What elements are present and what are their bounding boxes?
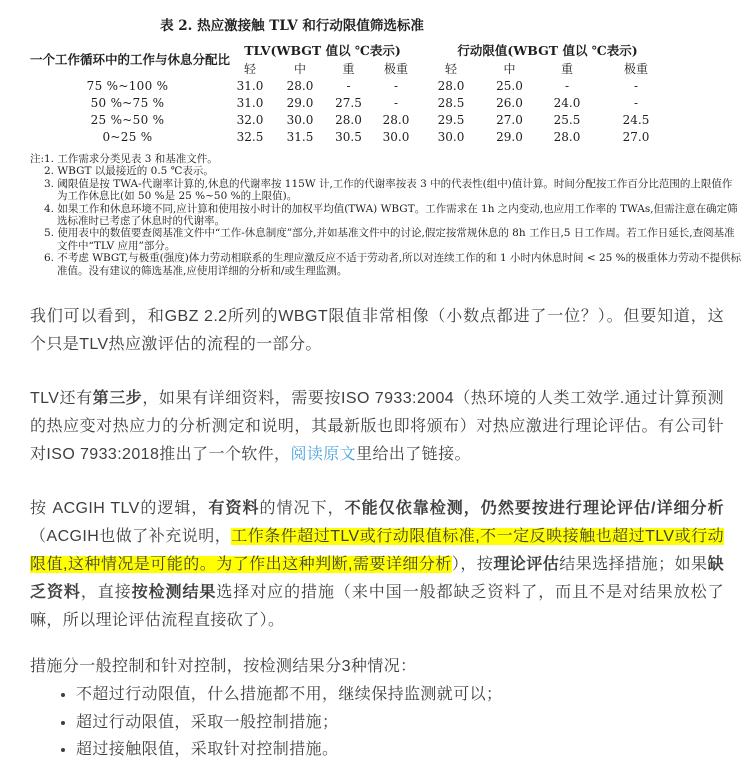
subheader-tlv-heavy: 重 bbox=[342, 62, 355, 76]
measure-item: • 不超过行动限值，什么措施都不用，继续保持监测就可以； bbox=[76, 681, 724, 709]
value-cell: - bbox=[633, 95, 639, 110]
table-row bbox=[30, 77, 675, 94]
table-note: 注: 1. 工作需求分类见表 3 和基准文件。 bbox=[30, 153, 218, 165]
bold-text-run: 第三步 bbox=[92, 390, 143, 408]
value-cell: 28.0 bbox=[382, 112, 410, 127]
subheader-tlv-veryheavy: 极重 bbox=[384, 62, 409, 76]
subheader-al-light: 轻 bbox=[445, 62, 458, 76]
value-cell: 28.5 bbox=[437, 95, 465, 110]
bold-text-run: 理论评估 bbox=[493, 556, 560, 574]
paragraph-third-step bbox=[30, 385, 724, 469]
value-cell: 26.0 bbox=[496, 95, 523, 110]
value-cell: 27.0 bbox=[496, 112, 523, 127]
value-cell: - bbox=[564, 78, 570, 93]
value-cell: - bbox=[393, 95, 399, 110]
text-run: 我们可以看到，和GBZ 2.2所列的WBGT限值非常相像（小数点都进了一位？）。但要知道，这个只是TLV热应激评估的流程的一部分。 bbox=[30, 308, 724, 354]
tlv-screening-table bbox=[30, 43, 675, 145]
value-cell: 30.0 bbox=[437, 129, 465, 144]
value-cell: 27.5 bbox=[335, 95, 362, 110]
tlv-group-header: TLV(WBGT 值以 ℃表示) bbox=[244, 43, 401, 58]
value-cell: 24.0 bbox=[553, 95, 581, 110]
work-rest-ratio-cell: 0~25 % bbox=[102, 129, 153, 144]
text-run: 选择对应的措施（来中国一般都缺乏资料了，而且不是对结果放松了嘛，所以理论评估流程直接砍了）。 bbox=[30, 584, 724, 630]
text-run: 里给出了链接。 bbox=[356, 446, 471, 464]
value-cell: 28.0 bbox=[335, 112, 362, 127]
value-cell: 31.5 bbox=[286, 129, 314, 144]
value-cell: 29.0 bbox=[496, 129, 523, 144]
text-run: 的情况下， bbox=[259, 500, 345, 518]
subheader-al-moderate: 中 bbox=[503, 62, 516, 76]
subheader-tlv-moderate: 中 bbox=[293, 62, 306, 76]
ratio-column-header: 一个工作循环中的工作与休息分配比 bbox=[30, 52, 231, 67]
value-cell: - bbox=[633, 78, 639, 93]
bold-text-run: 不能仅依靠检测，仍然要按进行理论评估/详细分析 bbox=[344, 500, 724, 518]
read-original-link[interactable]: 阅读原文 bbox=[290, 446, 357, 464]
value-cell: 25.5 bbox=[553, 112, 581, 127]
value-cell: 28.0 bbox=[286, 78, 314, 93]
work-rest-ratio-cell: 75 %~100 % bbox=[86, 78, 169, 93]
measure-item: • 超过行动限值，采取一般控制措施； bbox=[76, 709, 724, 737]
table-note: 2. WBGT 以最接近的 0.5 ℃表示。 bbox=[44, 165, 214, 178]
table-notes bbox=[30, 153, 742, 277]
tlv-table-figure bbox=[0, 0, 754, 277]
value-cell: 29.0 bbox=[286, 95, 314, 110]
subheader-al-veryheavy: 极重 bbox=[624, 62, 649, 76]
text-run: TLV还有 bbox=[30, 390, 93, 408]
value-cell: 30.0 bbox=[286, 112, 314, 127]
highlighted-text-run: 工作条件超过TLV或行动限值标准,不一定反映接触也超过TLV或行动限值,这种情况是可能的。为了作出这种判断,需要详细分析 bbox=[30, 528, 724, 574]
text-run: ），按 bbox=[451, 556, 494, 574]
action-limit-group-header: 行动限值(WBGT 值以 ℃表示) bbox=[457, 43, 638, 58]
notes-prefix: 注: bbox=[30, 153, 45, 165]
value-cell: 31.0 bbox=[236, 78, 264, 93]
value-cell: 30.0 bbox=[382, 129, 410, 144]
value-cell: 32.0 bbox=[236, 112, 264, 127]
subheader-tlv-light: 轻 bbox=[243, 62, 256, 76]
text-run: 结果选择措施；如果 bbox=[559, 556, 708, 574]
text-run: ，直接 bbox=[80, 584, 132, 602]
value-cell: 24.5 bbox=[622, 112, 650, 127]
text-run: 按 ACGIH TLV的逻辑， bbox=[30, 500, 209, 518]
value-cell: 29.5 bbox=[437, 112, 465, 127]
work-rest-ratio-cell: 25 %~50 % bbox=[90, 112, 165, 127]
table-row bbox=[30, 128, 675, 145]
value-cell: 32.5 bbox=[236, 129, 264, 144]
value-cell: - bbox=[346, 78, 351, 93]
measures-list bbox=[30, 681, 724, 764]
table-note: 5. 使用表中的数值要查阅基准文件中“工作-休息制度”部分,并如基准文件中的讨论,假定按常规休息的 8h 工作日,5 日工作周。若工作日延长,查阅基准文件中“TLV 应用”部分。 bbox=[44, 227, 735, 252]
table-note: 4. 如果工作和休息环境不同,应计算和使用按小时计的加权平均值(TWA) WBGT。工作需求在 1h 之内变动,也应用工作率的 TWAs,但需注意在确定筛选标准时已考虑了休息时的代谢率。 bbox=[44, 202, 738, 228]
value-cell: 28.0 bbox=[553, 129, 581, 144]
article-body bbox=[0, 303, 754, 764]
bold-text-run: 有资料 bbox=[208, 500, 260, 518]
text-run: 措施分一般控制和针对控制，按检测结果分3种情况： bbox=[30, 658, 417, 676]
measure-item: • 超过接触限值，采取针对控制措施。 bbox=[76, 736, 724, 764]
value-cell: 28.0 bbox=[437, 78, 465, 93]
table-note: 6. 不考虑 WBGT,与极重(强度)体力劳动相联系的生理应激反应不适于劳动者,所以对连续工作的和 1 小时内休息时间 < 25 %的极重体力劳动不提供标准值。没有建议的筛选基准,应使用详细的分析和/或生理监测。 bbox=[44, 252, 742, 277]
value-cell: 30.5 bbox=[335, 129, 362, 144]
paragraph-acgih-logic bbox=[30, 495, 724, 635]
text-run: ，如果有详细资料，需要按ISO 7933:2004（热环境的人类工效学.通过计算预测的热应变对热应力的分析测定和说明，其最新版也即将颁布）对热应激进行理论评估。有公司针对ISO 7933:2018推出了一个软件， bbox=[30, 390, 724, 464]
table-row bbox=[30, 94, 675, 111]
value-cell: 25.0 bbox=[496, 78, 523, 93]
table-note: 3. 阈限值是按 TWA-代谢率计算的,休息的代谢率按 115W 计,工作的代谢率按表 3 中的代表性(组中)值计算。时间分配按工作百分比范围的上限值作为工作休息比(如 50 %是 25 %~50 %的上限值)。 bbox=[44, 177, 733, 203]
text-run: （ACGIH也做了补充说明， bbox=[30, 528, 232, 546]
bold-text-run: 缺乏资料 bbox=[30, 556, 724, 602]
table-row bbox=[30, 111, 675, 128]
value-cell: - bbox=[393, 78, 399, 93]
work-rest-ratio-cell: 50 %~75 % bbox=[90, 95, 165, 110]
paragraph-measures-intro bbox=[30, 653, 724, 681]
value-cell: 31.0 bbox=[236, 95, 264, 110]
paragraph-wbgt-comparison bbox=[30, 303, 724, 359]
table-title: 表 2. 热应激接触 TLV 和行动限值筛选标准 bbox=[160, 18, 424, 34]
value-cell: 27.0 bbox=[622, 129, 650, 144]
subheader-al-heavy: 重 bbox=[561, 62, 574, 76]
bold-text-run: 按检测结果 bbox=[131, 584, 217, 602]
